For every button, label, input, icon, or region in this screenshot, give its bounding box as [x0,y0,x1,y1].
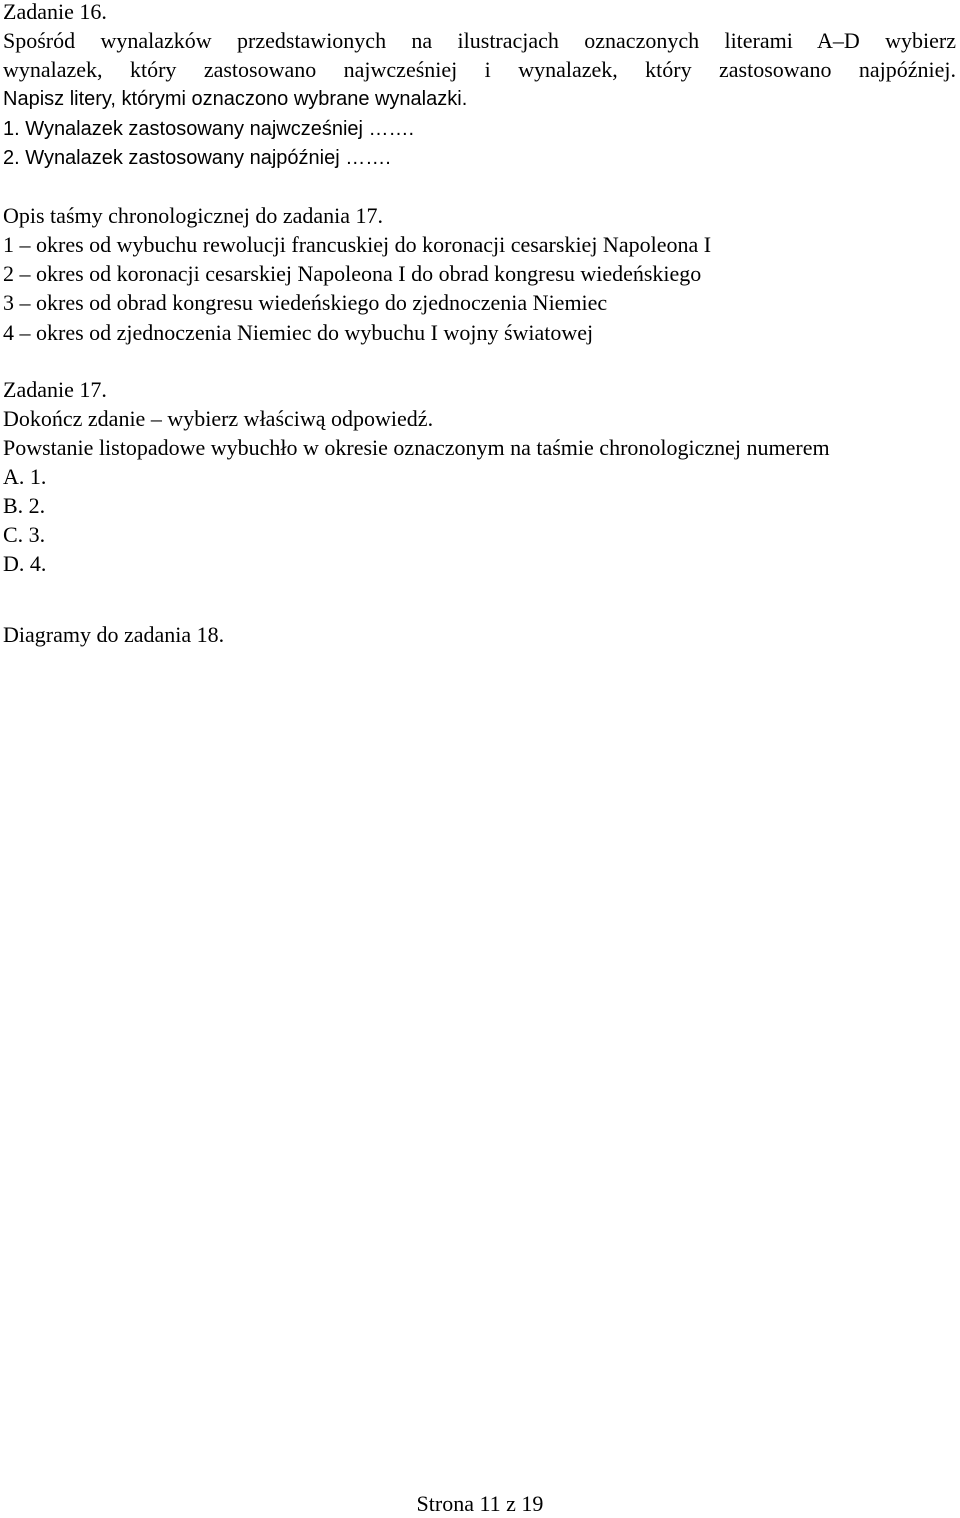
task16-instruction-line2: wynalazek, który zastosowano najwcześniej i wynalazek, który zastosowano najpóźniej. [3,57,956,82]
task16-answer1: 1. Wynalazek zastosowany najwcześniej ……. [3,118,415,140]
task18-heading: Diagramy do zadania 18. [3,622,225,647]
task17-question: Powstanie listopadowe wybuchło w okresie oznaczonym na taśmie chronologicznej numerem [3,435,830,460]
task17-option-c: C. 3. [3,522,46,547]
task16-answer2: 2. Wynalazek zastosowany najpóźniej ……. [3,147,391,169]
task17-title: Zadanie 17. [3,377,107,402]
task16-title: Zadanie 16. [3,0,107,24]
timeline-period-2: 2 – okres od koronacji cesarskiej Napoleona I do obrad kongresu wiedeńskiego [3,261,702,286]
task16-instruction-line3: Napisz litery, którymi oznaczono wybrane wynalazki. [3,88,468,110]
timeline-period-1: 1 – okres od wybuchu rewolucji francuskiej do koronacji cesarskiej Napoleona I [3,232,712,257]
task17-option-a: A. 1. [3,464,47,489]
timeline-period-3: 3 – okres od obrad kongresu wiedeńskiego do zjednoczenia Niemiec [3,290,608,315]
task16-instruction-line1: Spośród wynalazków przedstawionych na ilustracjach oznaczonych literami A–D wybierz [3,28,956,53]
task17-option-d: D. 4. [3,551,47,576]
task17-instruction: Dokończ zdanie – wybierz właściwą odpowiedź. [3,406,434,431]
page-footer: Strona 11 z 19 [416,1491,544,1516]
timeline-period-4: 4 – okres od zjednoczenia Niemiec do wybuchu I wojny światowej [3,320,594,345]
task17-option-b: B. 2. [3,493,46,518]
timeline-heading: Opis taśmy chronologicznej do zadania 17. [3,203,384,228]
